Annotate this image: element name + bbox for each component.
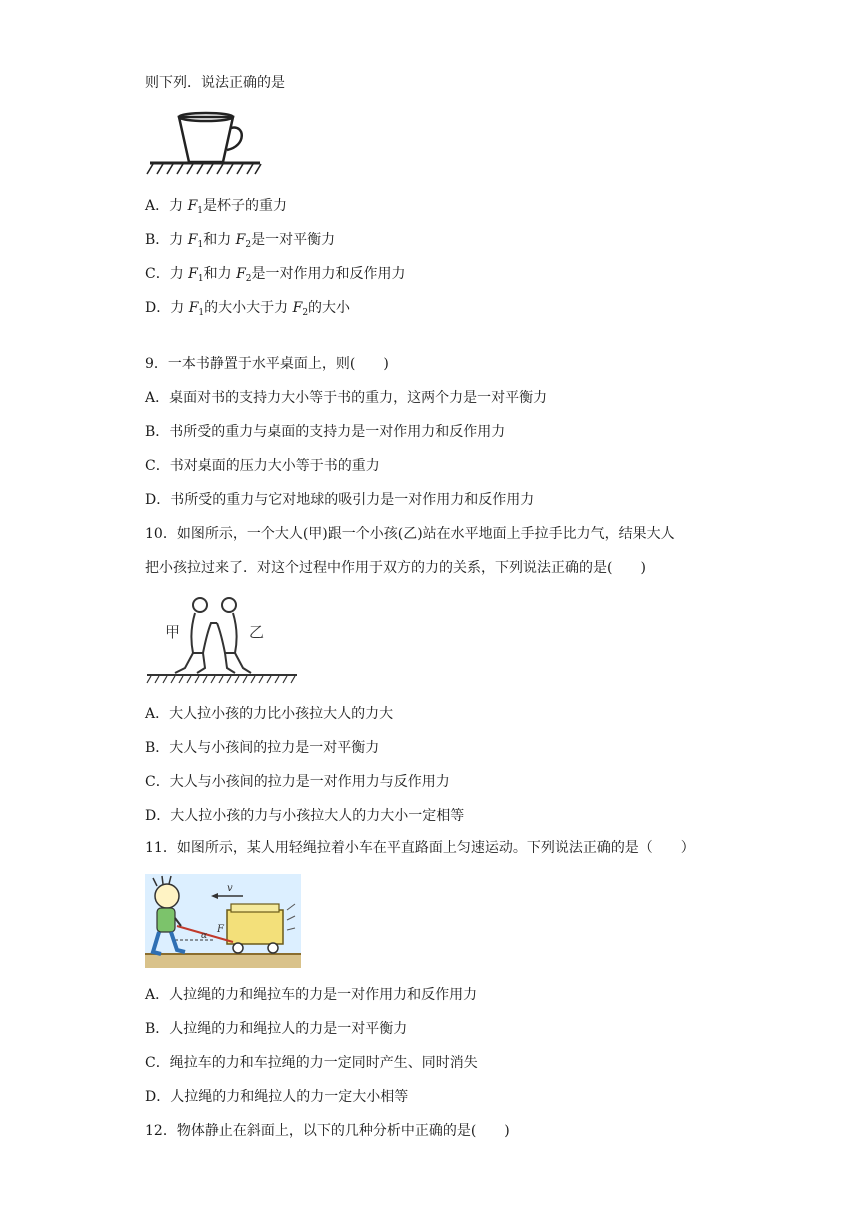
q11-option-a: A．人拉绳的力和绳拉车的力是一对作用力和反作用力 [145,987,478,1003]
tug-of-war-figure [145,593,300,688]
label-v: v [227,883,233,894]
q11-option-b: B．人拉绳的力和绳拉人的力是一对平衡力 [145,1021,408,1037]
q10-option-c: C．大人与小孩间的拉力是一对作用力与反作用力 [145,774,450,790]
label-f: F [217,924,224,935]
q11-stem: 11．如图所示，某人用轻绳拉着小车在平直路面上匀速运动。下列说法正确的是（ ） [145,840,695,856]
q12-stem: 12．物体静止在斜面上，以下的几种分析中正确的是( ) [145,1123,510,1139]
q8-option-b: B．力 $F_1$和力 $F_2$是一对平衡力 [145,232,336,250]
label-jia: 甲 [165,623,181,641]
pulling-cart-figure [145,874,301,968]
label-alpha: α [201,931,208,941]
q10-option-b: B．大人与小孩间的拉力是一对平衡力 [145,740,380,756]
question-intro: 则下列．说法正确的是 [145,75,285,91]
q10-stem-line1: 10．如图所示，一个大人(甲)跟一个小孩(乙)站在水平地面上手拉手比力气，结果大人 [145,526,675,542]
q8-option-c: C．力 $F_1$和力 $F_2$是一对作用力和反作用力 [145,266,406,284]
cup-on-table-figure [145,108,265,178]
q10-stem-line2: 把小孩拉过来了．对这个过程中作用于双方的力的关系，下列说法正确的是( ) [145,560,646,576]
q9-stem: 9．一本书静置于水平桌面上，则( ) [145,356,389,372]
q9-option-c: C．书对桌面的压力大小等于书的重力 [145,458,380,474]
q11-option-c: C．绳拉车的力和车拉绳的力一定同时产生、同时消失 [145,1055,478,1071]
q10-option-d: D．大人拉小孩的力与小孩拉大人的力大小一定相等 [145,808,465,824]
q9-option-d: D．书所受的重力与它对地球的吸引力是一对作用力和反作用力 [145,492,535,508]
q10-option-a: A．大人拉小孩的力比小孩拉大人的力大 [145,706,394,722]
q9-option-a: A．桌面对书的支持力大小等于书的重力，这两个力是一对平衡力 [145,390,548,406]
label-yi: 乙 [249,623,265,641]
q8-option-a: A．力 $F_1$是杯子的重力 [145,198,288,216]
q11-option-d: D．人拉绳的力和绳拉人的力一定大小相等 [145,1089,409,1105]
q9-option-b: B．书所受的重力与桌面的支持力是一对作用力和反作用力 [145,424,506,440]
q8-option-d: D．力 $F_1$的大小大于力 $F_2$的大小 [145,300,351,318]
